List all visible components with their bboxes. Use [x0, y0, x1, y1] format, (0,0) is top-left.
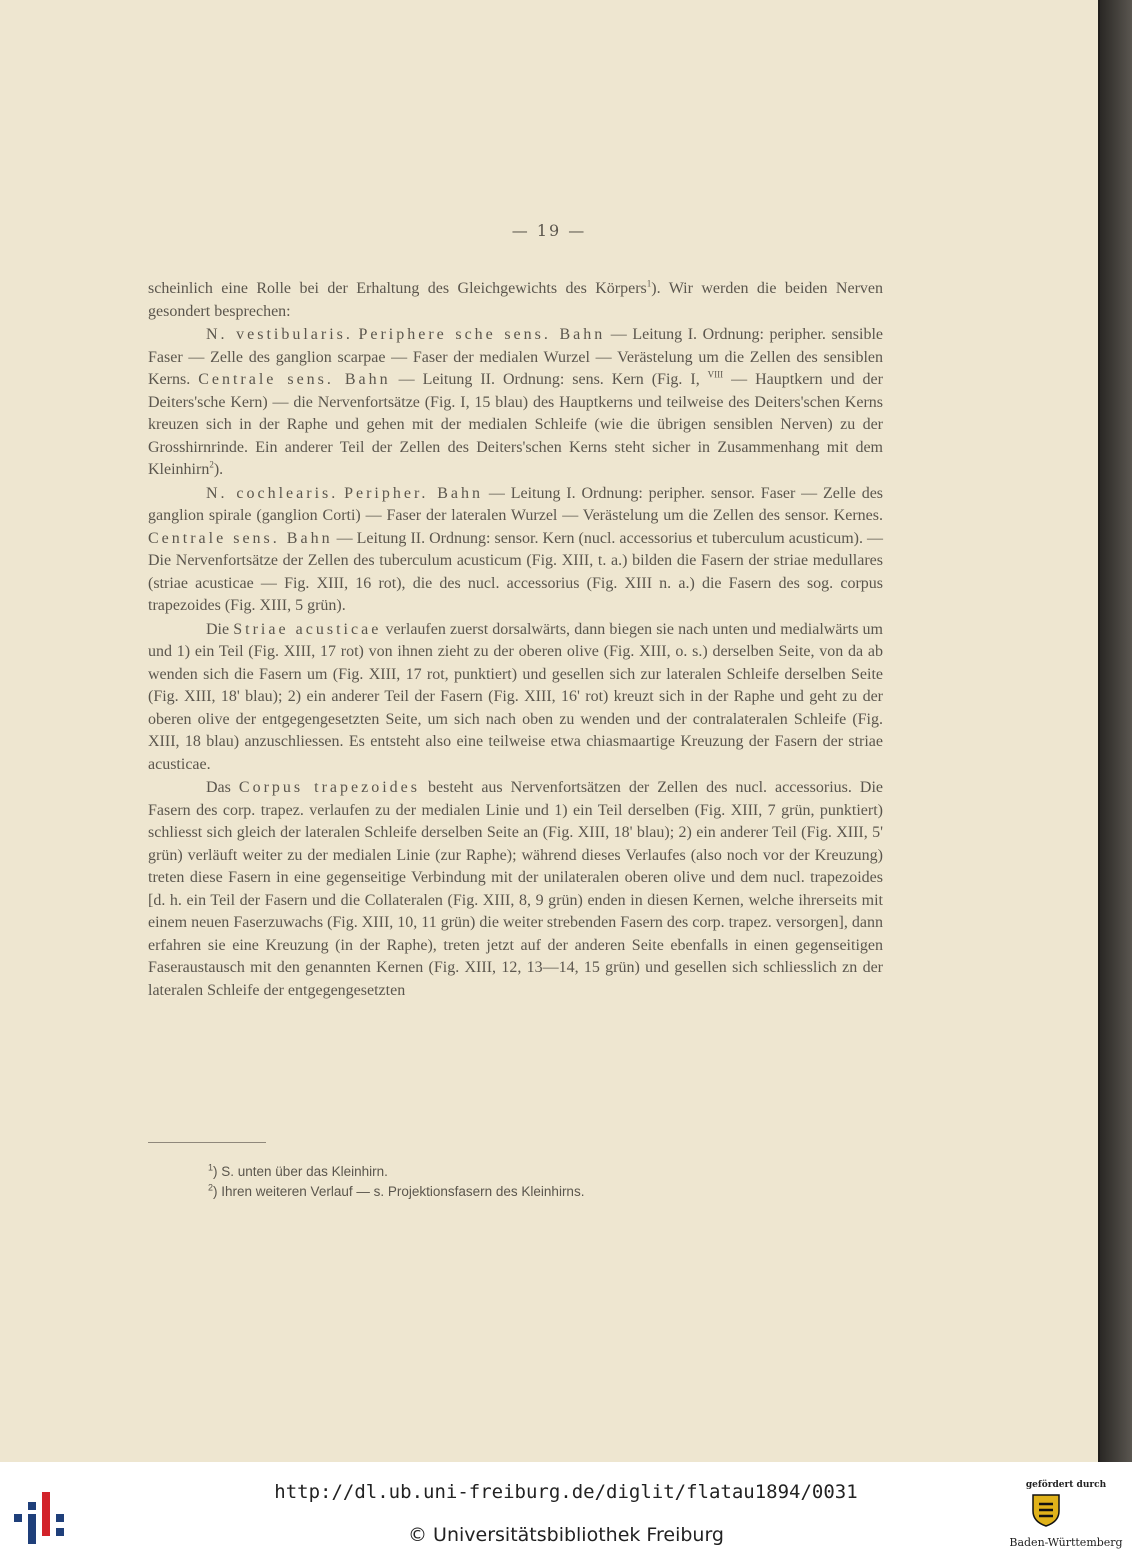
- footnotes: [208, 1162, 908, 1202]
- paragraph: [148, 324, 883, 482]
- text-run: Die: [206, 620, 234, 638]
- text-run: ). Wir werden die beiden Nerven gesondert besprechen:: [148, 280, 884, 320]
- text-run: — Hauptkern und der Deiters'sche Kern) — die Nervenfortsätze (Fig. I, 15 blau) des Hauptkerns und teilweise des Deiters'schen Kerns kreuzen sich in der Raphe und gehen mit der medialen Schleife (wie die übrigen sensiblen Nerven) zu der Grosshirnrinde. Ein anderer Teil der Zellen des Deiters'schen Kerns steht sicher in Zusammenhang mit dem Kleinhirn: [148, 371, 883, 478]
- sponsor-name: Baden-Württemberg: [1009, 1536, 1123, 1549]
- text-run: verlaufen zuerst dorsalwärts, dann biegen sie nach unten und medialwärts um und 1) ein Teil (Fig. XIII, 17 rot) von ihnen zieht zu der oberen olive (Fig. XIII, o. s.) derselben Seite, von da ab wenden sich die Fasern um (Fig. XIII, 17 rot, punktiert) und gesellen sich zur lateralen Schleife derselben Seite (Fig. XIII, 18' blau); 2) ein anderer Teil der Fasern (Fig. XIII, 16' rot) kreuzt sich in der Raphe und geht zu der oberen olive der entgegengesetzten Seite, um sich nach oben zu wenden und der contralateralen Schleife (Fig. XIII, 18 blau) anzuschliessen. Es entsteht also eine teilweise etwa chiasmaartige Kreuzung der Fasern der striae acusticae.: [148, 620, 883, 773]
- text-run: — Leitung I. Ordnung: peripher. sensible Faser — Zelle des ganglion scarpae — Faser der medialen Wurzel — Verästelung um die Zellen des sensiblen Kerns.: [148, 326, 884, 388]
- body-text: [148, 278, 883, 1002]
- page-number: — 19 —: [511, 221, 587, 240]
- footnote-2: $^2$) Ihren weiteren Verlauf — s. Projektionsfasern des Kleinhirns.: [208, 1182, 585, 1199]
- footnote-ref: 1: [646, 278, 652, 289]
- copyright-notice: © Universitätsbibliothek Freiburg: [408, 1524, 724, 1546]
- permalink[interactable]: http://dl.ub.uni-freiburg.de/diglit/flatau1894/0031: [274, 1481, 858, 1503]
- text-run: besteht aus Nervenfortsätzen der Zellen des nucl. accessorius. Die Fasern des corp. trapez. verlaufen zu der medialen Linie und 1) ein Teil derselben (Fig. XIII, 7 grün, punktiert) schliesst sich gleich der lateralen Schleife derselben Seite an (Fig. XIII, 18' blau); 2) ein anderer Teil (Fig. XIII, 5' grün) verläuft weiter zu der medialen Linie (zur Raphe); während dieses Verlaufes (also noch vor der Kreuzung) treten diese Fasern in eine gegenseitige Verbindung mit der unilateralen oberen olive und dem nucl. trapezoides [d. h. ein Teil der Fasern und die Collateralen (Fig. XIII, 8, 9 grün) enden in diesen Kernen, welche ihrerseits mit einem neuen Faserzuwachs (Fig. XIII, 10, 11 grün) die weiter strebenden Fasern des corp. trapez. versorgen], dann erfahren sie eine Kreuzung (in der Raphe), treten jetzt auf der anderen Seite ebenfalls in einen gegenseitigen Faseraustausch mit den genannten Kernen (Fig. XIII, 12, 13—14, 15 grün) und gesellen sich schliesslich zn der lateralen Schleife der entgegengesetzten: [148, 779, 883, 999]
- text-run: Corpus trapezoides: [238, 779, 420, 796]
- viewer-footer: [0, 1462, 1132, 1556]
- text-run: ).: [213, 461, 224, 478]
- paragraph: [148, 619, 883, 777]
- text-run: N. vestibularis.: [206, 326, 353, 343]
- footnote-rule: [148, 1142, 266, 1143]
- page-edge-shadow: [1100, 0, 1132, 1462]
- sponsor-label: gefördert durch: [1025, 1480, 1107, 1490]
- coat-of-arms-icon: [1030, 1493, 1062, 1527]
- footnote-1: $^1$) S. unten über das Kleinhirn.: [208, 1162, 388, 1179]
- sponsor-badge: [1000, 1462, 1132, 1556]
- text-run: Peripher. Bahn: [344, 484, 484, 502]
- paragraph: [148, 278, 883, 323]
- footnote-ref: VIII: [707, 369, 724, 380]
- text-run: Das: [206, 779, 239, 796]
- text-run: Periphere sche sens. Bahn: [358, 326, 606, 343]
- text-run: — Leitung II. Ordnung: sens. Kern (Fig. I,: [390, 371, 708, 388]
- text-run: — Leitung II. Ordnung: sensor. Kern (nucl. accessorius et tuberculum acusticum). — Die Nervenfortsätze der Zellen des tuberculum acusticum (Fig. XIII, t. a.) bilden die Fasern der striae medullares (striae acusticae — Fig. XIII, 16 rot), die des nucl. accessorius (Fig. XIII n. a.) die Fasern des sog. corpus trapezoides (Fig. XIII, 5 grün).: [148, 529, 884, 614]
- text-run: — Leitung I. Ordnung: peripher. sensor. Faser — Zelle des ganglion spirale (ganglion Corti) — Faser der lateralen Wurzel — Verästelung um die Zellen des sensor. Kernes.: [148, 484, 884, 524]
- paragraph: [148, 483, 883, 618]
- text-run: Centrale sens. Bahn: [198, 371, 391, 388]
- text-run: Centrale sens. Bahn: [148, 529, 333, 547]
- footnote-ref: 2: [209, 459, 214, 470]
- text-run: Striae acusticae: [233, 620, 382, 638]
- paragraph: [148, 777, 883, 1002]
- text-run: scheinlich eine Rolle bei der Erhaltung des Gleichgewichts des Körpers: [148, 280, 647, 297]
- text-run: N. cochlearis.: [206, 484, 339, 502]
